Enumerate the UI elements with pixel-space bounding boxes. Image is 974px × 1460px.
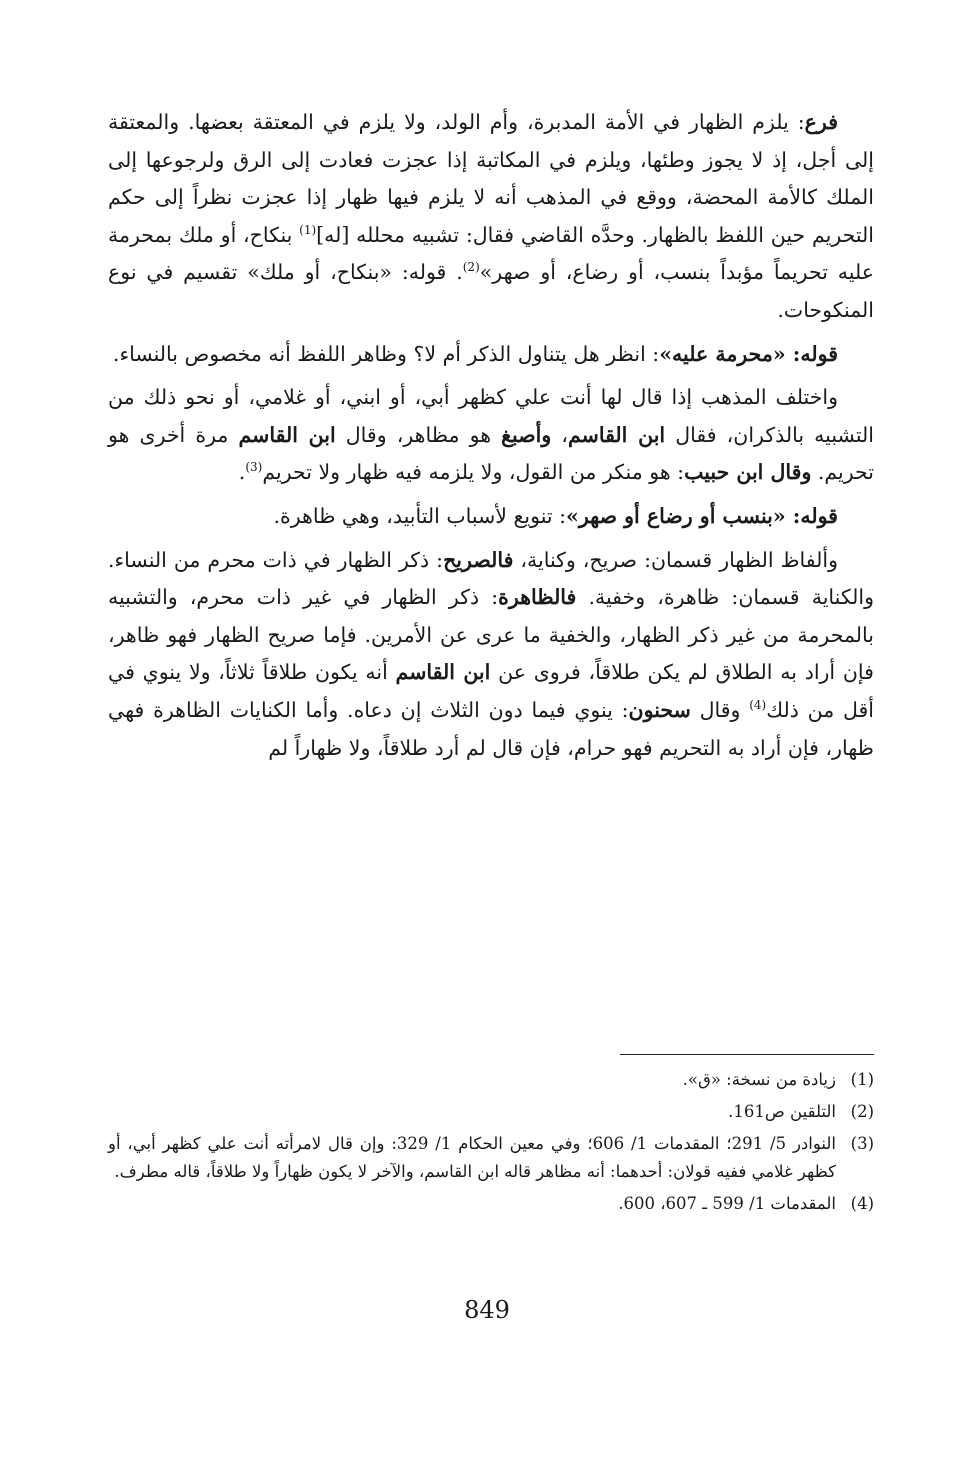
- bold-run: ابن القاسم: [238, 422, 336, 447]
- text-run: ،: [551, 422, 568, 447]
- footnote: [108, 1190, 874, 1218]
- bold-run: فالظاهرة: [498, 585, 577, 610]
- footnote: [108, 1130, 874, 1186]
- footnote-number: (4): [850, 1194, 874, 1213]
- text-run: وألفاظ الظهار قسمان: صريح، وكناية،: [513, 547, 838, 572]
- paragraph: [108, 498, 874, 536]
- text-run: بنكاح، أو ملك بمحرمة عليه تحريماً مؤبداً بنسب، أو رضاع، أو صهر»: [108, 222, 874, 285]
- bold-run: فرع: [804, 110, 838, 134]
- footnote-text: التلقين ص161.: [728, 1102, 836, 1121]
- footnote: [108, 1066, 874, 1094]
- text-run: : ذكر الظهار في ذات محرم من النساء. والكناية قسمان: ظاهرة، وخفية.: [108, 547, 875, 610]
- text-run: هو مظاهر، وقال: [335, 422, 502, 447]
- footnote-number: (1): [850, 1070, 874, 1089]
- text-run: : ينوي فيما دون الثلاث إن دعاه. وأما الكنايات الظاهرة فهي ظهار، فإن أراد به التحريم فهو حرام، فإن قال لم أرد طلاقاً، ولا ظهاراً لم: [108, 697, 874, 760]
- footnote: [108, 1098, 874, 1126]
- text-run: وقال: [690, 697, 750, 722]
- bold-run: وقال ابن حبيب: [684, 460, 812, 485]
- bold-run: ابن القاسم: [568, 422, 666, 447]
- text-run: : يلزم الظهار في الأمة المدبرة، وأم الولد، ولا يلزم في المعتقة بعضها. والمعتقة إلى أجل، إذ لا يجوز وطئها، ويلزم في المكاتبة إذا عجزت فعادت إلى الرق ولرجوعها إلى الملك كالأمة المحضة، ووقع في المذهب أنه لا يلزم فيها ظهار إذا عجزت نظراً إلى حكم التحريم حين اللفظ بالظهار. وحدَّه القاضي فقال: تشبيه محلله [له]: [108, 110, 874, 247]
- footnote-text: النوادر 5/ 291؛ المقدمات 1/ 606؛ وفي معين الحكام 1/ 329: وإن قال لامرأته أنت علي كظهر أبي، أو كظهر غلامي ففيه قولان: أحدهما: أنه مظاهر قاله ابن القاسم، والآخر لا يكون ظهاراً ولا طلاقاً، قاله مطرف.: [108, 1134, 836, 1181]
- text-run: أنه يكون طلاقاً ثلاثاً، ولا ينوي في أقل من ذلك: [108, 660, 875, 722]
- text-run: مرة أخرى هو تحريم.: [108, 422, 874, 485]
- footnote-number: (2): [850, 1102, 874, 1121]
- main-text: [108, 104, 874, 773]
- bold-run: قوله: «محرمة عليه»: [659, 341, 838, 366]
- footnote-text: زيادة من نسخة: «ق».: [682, 1070, 836, 1089]
- paragraph: [108, 542, 874, 768]
- footnote-number: (3): [850, 1134, 874, 1153]
- bold-run: قوله: «بنسب أو رضاع أو صهر»: [566, 503, 838, 528]
- paragraph: [108, 336, 874, 374]
- text-run: . قوله: «بنكاح، أو ملك» تقسيم في نوع المنكوحات.: [108, 260, 874, 322]
- text-run: .: [238, 460, 246, 485]
- footnote-ref: (1): [299, 222, 317, 237]
- text-run: : هو منكر من القول، ولا يلزمه فيه ظهار ولا تحريم: [262, 460, 685, 485]
- footnote-divider: [620, 1054, 874, 1055]
- text-run: : انظر هل يتناول الذكر أم لا؟ وظاهر اللفظ أنه مخصوص بالنساء.: [112, 341, 660, 366]
- footnote-ref: (4): [749, 698, 767, 713]
- text-run: : ذكر الظهار في غير ذات محرم، والتشبيه بالمحرمة من غير ذكر الظهار، والخفية ما عرى عن الأمرين. فإما صريح الظهار فهو ظاهر، فإن أراد به الطلاق لم يكن طلاقاً، فروى عن: [108, 585, 874, 685]
- bold-run: فالصريح: [443, 547, 514, 572]
- footnote-ref: (3): [245, 460, 263, 475]
- footnote-text: المقدمات 1/ 599 ـ 607، 600.: [618, 1194, 836, 1213]
- page-number: 849: [464, 1296, 510, 1324]
- text-run: واختلف المذهب إذا قال لها أنت علي كظهر أبي، أو ابني، أو غلامي، أو نحو ذلك من التشبيه بالذكران، فقال: [108, 385, 874, 447]
- bold-run: ابن القاسم: [395, 660, 491, 685]
- text-run: : تنويع لأسباب التأبيد، وهي ظاهرة.: [273, 503, 567, 528]
- paragraph: [108, 379, 874, 492]
- footnote-ref: (2): [462, 260, 480, 275]
- paragraph: [108, 104, 874, 330]
- bold-run: وأصبغ: [501, 422, 552, 447]
- footnotes: [108, 1066, 874, 1222]
- bold-run: سحنون: [628, 697, 691, 722]
